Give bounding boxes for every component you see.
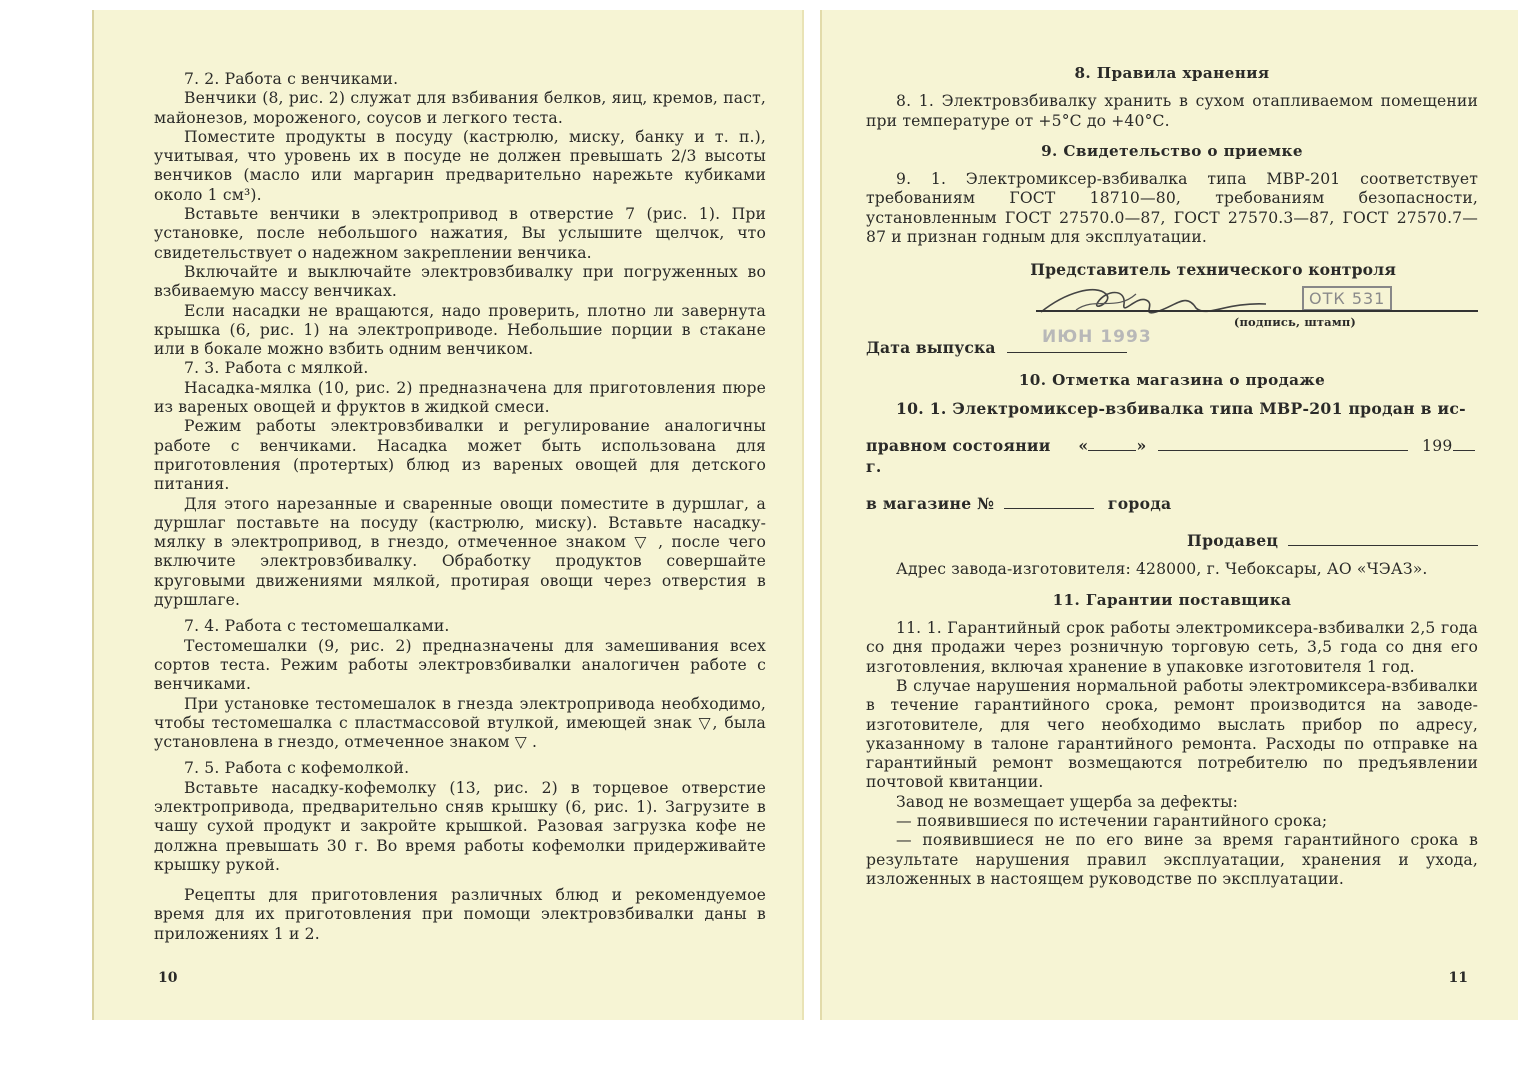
year-suffix: г. bbox=[866, 456, 882, 476]
paragraph: Режим работы электровзбивалки и регулирование аналогичны работе с венчиками. Насадка может быть использована для приготовления (протертых) блюд из вареных овощей для детского питания. bbox=[154, 417, 766, 494]
paragraph: 9. 1. Электромиксер-взбивалка типа МВР-201 соответствует требованиям ГОСТ 18710—80, требованиям безопасности, установленным ГОСТ 27570.0—87, ГОСТ 27570.3—87, ГОСТ 27570.7—87 и признан годным для эксплуатации. bbox=[866, 170, 1478, 247]
section-9-title: 9. Свидетельство о приемке bbox=[1041, 141, 1303, 160]
section-10-title: 10. Отметка магазина о продаже bbox=[1018, 370, 1326, 389]
section-7-2-title: 7. 2. Работа с венчиками. bbox=[184, 70, 399, 88]
left-page bbox=[92, 10, 804, 1020]
section-7-4-title: 7. 4. Работа с тестомешалками. bbox=[184, 617, 450, 636]
release-date-label: Дата выпуска bbox=[866, 337, 996, 357]
paragraph: 10. 1. Электромиксер-взбивалка типа МВР-201 продан в ис- bbox=[896, 398, 1466, 418]
paragraph: Венчики (8, рис. 2) служат для взбивания белков, яиц, кремов, паст, майонезов, мороженого, соусов и легкого теста. bbox=[154, 89, 766, 127]
shop-line bbox=[1004, 507, 1094, 509]
list-item: — появившиеся не по его вине за время гарантийного срока в результате нарушения правил эксплуатации, хранения и ухода, изложенных в настоящем руководстве по эксплуатации. bbox=[866, 831, 1478, 888]
day-line bbox=[1088, 449, 1136, 451]
paragraph: Вставьте венчики в электропривод в отверстие 7 (рис. 1). При установке, после небольшого нажатия, Вы услышите щелчок, что свидетельствует о надежном закреплении венчика. bbox=[154, 205, 766, 262]
section-8-title: 8. Правила хранения bbox=[1074, 64, 1270, 82]
paragraph: Вставьте насадку-кофемолку (13, рис. 2) в торцевое отверстие электропривода, предварительно сняв крышку (6, рис. 1). Загрузите в чашу сухой продукт и закройте крышкой. Разовая загрузка кофе не должна превышать 30 г. Во время работы кофемолки придерживайте крышку рукой. bbox=[154, 778, 766, 874]
list-item: — появившиеся по истечении гарантийного срока; bbox=[896, 812, 1328, 831]
paragraph: Поместите продукты в посуду (кастрюлю, миску, банку и т. п.), учитывая, что уровень их в посуде не должен превышать 2/3 высоты венчиков (масло или маргарин предварительно нарежьте кубиками около 1 см³). bbox=[154, 127, 766, 204]
paragraph: Включайте и выключайте электровзбивалку при погруженных во взбиваемую массу венчиках. bbox=[154, 262, 766, 301]
paragraph: 11. 1. Гарантийный срок работы электромиксера-взбивалки 2,5 года со дня продажи через розничную торговую сеть, 3,5 года со дня его изготовления, включая хранение в упаковке изготовителя 1 год. bbox=[866, 619, 1478, 676]
signature-block bbox=[866, 280, 1478, 329]
paragraph: Завод не возмещает ущерба за дефекты: bbox=[896, 792, 1239, 811]
paragraph: Если насадки не вращаются, надо проверить, плотно ли завернута крышка (6, рис. 1) на электроприводе. Небольшие порции в стакане или в бокале можно взбить одним венчиком. bbox=[154, 301, 766, 359]
quote-open: « bbox=[1078, 436, 1089, 456]
year-line bbox=[1453, 449, 1475, 451]
quote-close: » bbox=[1136, 436, 1147, 456]
right-page bbox=[820, 10, 1518, 1020]
year-text: 199 bbox=[1421, 437, 1453, 456]
section-7-3-title: 7. 3. Работа с мялкой. bbox=[184, 359, 369, 378]
paragraph: Для этого нарезанные и сваренные овощи поместите в дуршлаг, а дуршлаг поставьте на посуду (кастрюлю, миску). Вставьте насадку-мялку в электропривод, в гнездо, отмеченное знаком ▽ , после чего включите электровзбивалку. Обработку продуктов совершайте круговыми движениями мялкой, протирая овощи через отверстия в дуршлаге. bbox=[154, 494, 766, 610]
seller-label: Продавец bbox=[1187, 531, 1279, 551]
paragraph: Рецепты для приготовления различных блюд и рекомендуемое время для их приготовления при помощи электровзбивалки даны в приложениях 1 и 2. bbox=[154, 886, 766, 943]
representative-title: Представитель технического контроля bbox=[1030, 260, 1396, 280]
paragraph: 8. 1. Электровзбивалку хранить в сухом отапливаемом помещении при температуре от +5°С до +40°С. bbox=[866, 92, 1478, 130]
paragraph: Насадка-мялка (10, рис. 2) предназначена для приготовления пюре из вареных овощей и фруктов в жидкой смеси. bbox=[154, 378, 766, 417]
factory-address: Адрес завода-изготовителя: 428000, г. Чебоксары, АО «ЧЭАЗ». bbox=[896, 560, 1428, 579]
signature-caption: (подпись, штамп) bbox=[1233, 314, 1356, 329]
page-number: 10 bbox=[158, 970, 178, 986]
city-label: города bbox=[1107, 493, 1172, 513]
page-number: 11 bbox=[1448, 970, 1468, 986]
otk-stamp: ОТК 531 bbox=[1302, 286, 1392, 311]
seller-line bbox=[1288, 544, 1478, 546]
signature-rule bbox=[1036, 310, 1478, 312]
release-date-row bbox=[866, 326, 1478, 360]
section-11-title: 11. Гарантии поставщика bbox=[1052, 590, 1292, 609]
paragraph: Тестомешалки (9, рис. 2) предназначены для замешивания всех сортов теста. Режим работы электровзбивалки аналогичен работе с венчиками. bbox=[154, 636, 766, 694]
seller-row bbox=[866, 531, 1478, 550]
paragraph: В случае нарушения нормальной работы электромиксера-взбивалки в течение гарантийного срока, ремонт производится на заводе-изготовителе, для чего необходимо выслать прибор по адресу, указанному в талоне гарантийного ремонта. Расходы по отправке на гарантийный ремонт возмещаются потребителю по предъявлении почтовой квитанции. bbox=[866, 676, 1478, 792]
shop-row bbox=[866, 494, 1478, 513]
date-stamp: ИЮН 1993 bbox=[1042, 326, 1152, 347]
sale-date-row bbox=[866, 436, 1478, 476]
left-column bbox=[154, 70, 766, 944]
paragraph: При установке тестомешалок в гнезда электропривода необходимо, чтобы тестомешалка с пластмассовой втулкой, имеющей знак ▽, была установлена в гнездо, отмеченное знаком ▽ . bbox=[154, 694, 766, 752]
month-line bbox=[1158, 449, 1408, 451]
right-column bbox=[866, 64, 1478, 889]
section-7-5-title: 7. 5. Работа с кофемолкой. bbox=[184, 759, 410, 778]
release-date-line bbox=[1007, 351, 1127, 353]
shop-label: в магазине № bbox=[866, 493, 995, 513]
sale-condition-text: правном состоянии bbox=[866, 436, 1051, 456]
